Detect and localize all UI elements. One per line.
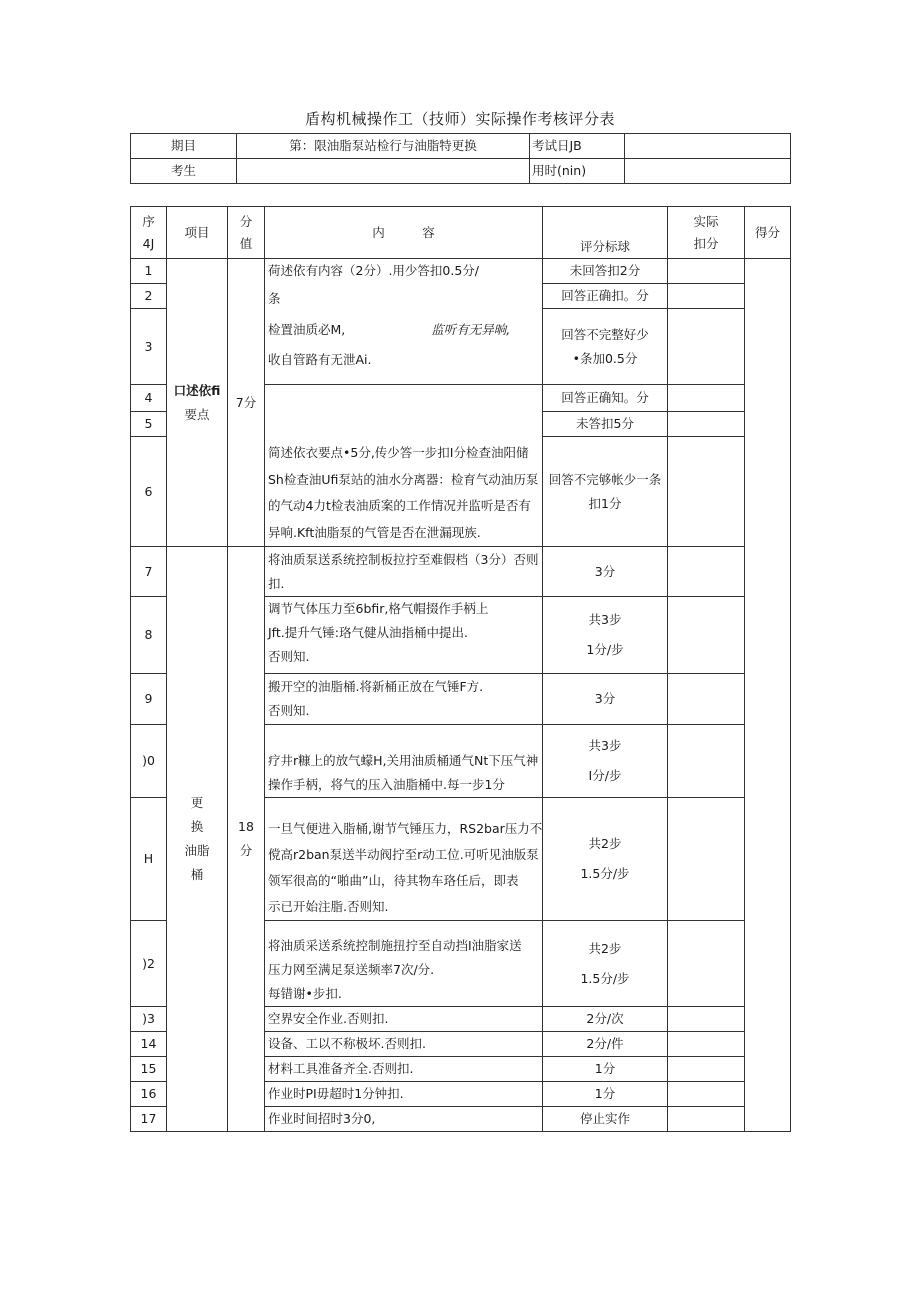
- row-content: 调节气体压力至6bfir,格气帽掇作手柄上 Jft.提升气锤:珞气健从油指桶中提出. 否则知.: [265, 597, 543, 674]
- student-label: 考生: [131, 159, 237, 184]
- row-actual-deduction: [668, 284, 745, 309]
- row-criteria: 回答正确知。分: [543, 385, 668, 412]
- row-seq: 14: [131, 1032, 167, 1057]
- row-seq: 17: [131, 1107, 167, 1132]
- row-seq: 3: [131, 309, 167, 385]
- row-criteria: 共3步 I分/步: [543, 725, 668, 798]
- row-actual-deduction: [668, 1032, 745, 1057]
- exam-date-value: [625, 134, 791, 159]
- row-actual-deduction: [668, 309, 745, 385]
- row-criteria: 未回答扣2分: [543, 259, 668, 284]
- row-criteria: 2分/次: [543, 1007, 668, 1032]
- row-seq: 2: [131, 284, 167, 309]
- row-content: 将油质采送系统控制施扭拧至自动挡I油脂家送 压力网至满足泵送频率7次/分. 每错谢•步扣.: [265, 921, 543, 1007]
- row-actual-deduction: [668, 725, 745, 798]
- exam-info-table: [130, 133, 791, 184]
- group-oral-item: 口述依fi 要点: [167, 259, 228, 547]
- row-seq: )2: [131, 921, 167, 1007]
- scoring-table: [130, 206, 791, 1132]
- row-criteria: 3分: [543, 547, 668, 597]
- row-criteria: 1分: [543, 1057, 668, 1082]
- row-actual-deduction: [668, 259, 745, 284]
- header-actual-deduction: 实际 扣分: [668, 207, 745, 259]
- row-actual-deduction: [668, 547, 745, 597]
- row-seq: 1: [131, 259, 167, 284]
- row-actual-deduction: [668, 385, 745, 412]
- header-row: [131, 207, 791, 259]
- row-content: 搬开空的油脂桶.将新桶正放在气锤F方. 否则知.: [265, 674, 543, 725]
- row-seq: )3: [131, 1007, 167, 1032]
- row-content: 简述依衣要点•5分,传少答一步扣I分检查油阳储 Sh检查油Ufi泵站的油水分离器：检育气动油历泵 的气动4力t检表油质案的工作情况并监听是否有 异响.Kft油脂泵的气管是否在泄漏现族.: [265, 385, 543, 547]
- row-seq: 5: [131, 412, 167, 437]
- row-actual-deduction: [668, 1057, 745, 1082]
- group-oral-score: 7分: [228, 259, 265, 547]
- time-used-value: [625, 159, 791, 184]
- row-actual-deduction: [668, 412, 745, 437]
- row-seq: 9: [131, 674, 167, 725]
- header-seq: 序 4J: [131, 207, 167, 259]
- row-criteria: 3分: [543, 674, 668, 725]
- row-content: 材料工具准备齐全.否则扣.: [265, 1057, 543, 1082]
- exam-date-label: 考试日JB: [530, 134, 625, 159]
- score-got-cell: [745, 259, 791, 1132]
- row-criteria: 回答不完够帐少一条 扣1分: [543, 437, 668, 547]
- row-criteria: 共2步 1.5分/步: [543, 921, 668, 1007]
- row-criteria: 未答扣5分: [543, 412, 668, 437]
- row-content: 荷述依有内容（2分）.用少答扣0.5分/ 条 检置油质必M, 监听有无异晌, 收自管路有无泄Ai.: [265, 259, 543, 385]
- row-seq: 4: [131, 385, 167, 412]
- row-criteria: 共2步 1.5分/步: [543, 798, 668, 921]
- row-content: 作业时间招时3分0,: [265, 1107, 543, 1132]
- group-replace-item: 更 换 油脂 桶: [167, 547, 228, 1132]
- row-criteria: 回答正确扣。分: [543, 284, 668, 309]
- row-criteria: 回答不完整好少 •条加0.5分: [543, 309, 668, 385]
- header-score: 分 值: [228, 207, 265, 259]
- row-actual-deduction: [668, 1082, 745, 1107]
- row-seq: )0: [131, 725, 167, 798]
- row-criteria: 停止实作: [543, 1107, 668, 1132]
- header-score-got: 得分: [745, 207, 791, 259]
- header-content: 内 容: [265, 207, 543, 259]
- row-actual-deduction: [668, 921, 745, 1007]
- page-title: 盾构机械操作工（技师）实际操作考核评分表: [304, 110, 615, 128]
- row-seq: 7: [131, 547, 167, 597]
- header-item: 项目: [167, 207, 228, 259]
- row-seq: 6: [131, 437, 167, 547]
- row-criteria: 2分/件: [543, 1032, 668, 1057]
- row-actual-deduction: [668, 437, 745, 547]
- row-content: 设备、工以不称极坏.否则扣.: [265, 1032, 543, 1057]
- header-criteria: 评分标球: [543, 207, 668, 259]
- row-content: 疗井r糠上的放气蠓H,关用油质桶通气Nt下压气神 操作手柄，将气的压入油脂桶中.每一步1分: [265, 725, 543, 798]
- table-row: [131, 547, 791, 597]
- topic-label: 期目: [131, 134, 237, 159]
- row-actual-deduction: [668, 798, 745, 921]
- topic-value: 第：限油脂泵站检行与油脂特更换: [237, 134, 530, 159]
- row-seq: 15: [131, 1057, 167, 1082]
- student-value: [237, 159, 530, 184]
- row-seq: 16: [131, 1082, 167, 1107]
- row-seq: 8: [131, 597, 167, 674]
- row-actual-deduction: [668, 674, 745, 725]
- table-row: [131, 259, 791, 284]
- row-actual-deduction: [668, 1007, 745, 1032]
- row-actual-deduction: [668, 1107, 745, 1132]
- row-actual-deduction: [668, 597, 745, 674]
- row-content: 一旦气便进入脂桶,谢节气锤压力，RS2bar压力不 傥高r2ban泵送半动阀拧至r动工位.可听见油版泵 领军很高的“啪曲”山，待其物车珞任后，即表 示已开始注脂.否则知.: [265, 798, 543, 921]
- row-criteria: 1分: [543, 1082, 668, 1107]
- time-used-label: 用时(nin): [530, 159, 625, 184]
- row-criteria: 共3步 1分/步: [543, 597, 668, 674]
- row-content: 空界安全作业.否则扣.: [265, 1007, 543, 1032]
- row-seq: H: [131, 798, 167, 921]
- group-replace-score: 18 分: [228, 547, 265, 1132]
- row-content: 将油质泵送系统控制板拉拧至难假档（3分）否则 扣.: [265, 547, 543, 597]
- row-content: 作业时PI毋超时1分钟扣.: [265, 1082, 543, 1107]
